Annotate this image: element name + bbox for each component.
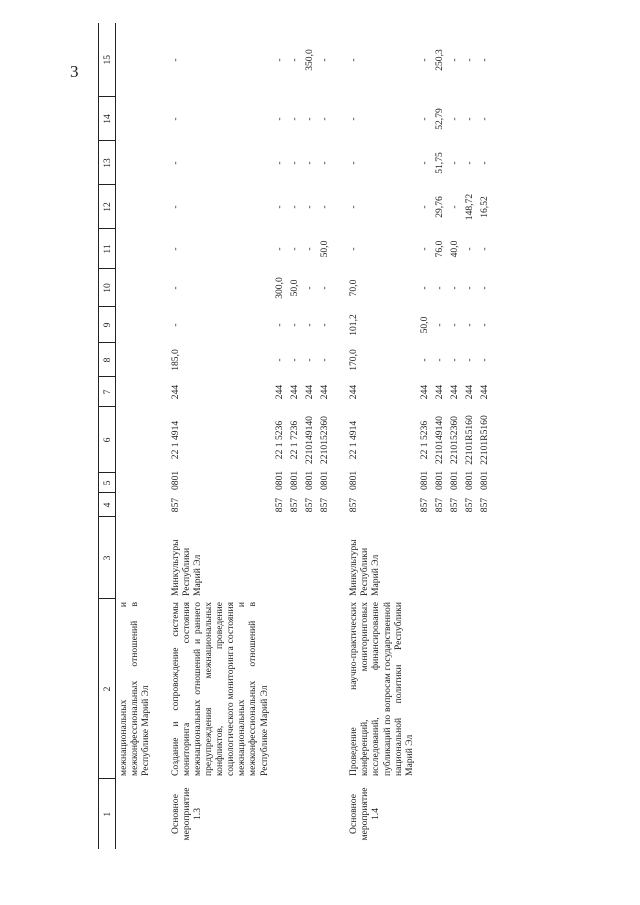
table-cell-3 bbox=[477, 517, 492, 599]
header-row bbox=[99, 23, 116, 849]
table-cell-3 bbox=[272, 517, 287, 599]
table-cell-9: - bbox=[169, 323, 181, 327]
table-cell-8: 185,0 bbox=[169, 349, 181, 371]
table-cell-13: - bbox=[479, 161, 491, 165]
table-cell-5: 0801 bbox=[418, 470, 430, 490]
header-cell: 4 bbox=[99, 493, 116, 517]
table-cell-3 bbox=[317, 517, 332, 599]
table-cell-4: 857 bbox=[449, 497, 461, 513]
table-row bbox=[477, 23, 492, 849]
header-cell: 7 bbox=[99, 377, 116, 407]
table-cell-14: - bbox=[449, 117, 461, 121]
header-cell: 1 bbox=[99, 779, 116, 849]
table-cell-14: - bbox=[464, 117, 476, 121]
table-row bbox=[154, 23, 272, 849]
table-cell-1 bbox=[317, 779, 332, 849]
table-cell-9: - bbox=[479, 323, 491, 327]
table-cell-8: - bbox=[479, 358, 491, 362]
table-cell-13: - bbox=[464, 161, 476, 165]
table-cell-15: 350,0 bbox=[303, 49, 315, 71]
table-row bbox=[462, 23, 477, 849]
table-row bbox=[116, 23, 154, 849]
table-cell-12: - bbox=[169, 205, 181, 209]
header-cell: 14 bbox=[99, 97, 116, 141]
table-cell-6: 22 1 4914 bbox=[169, 420, 181, 460]
table-cell-14: - bbox=[303, 117, 315, 121]
table-cell-2 bbox=[287, 599, 302, 779]
table-cell-8: - bbox=[288, 358, 300, 362]
table-cell-6: 22101R5160 bbox=[464, 415, 476, 465]
table-cell-11: - bbox=[273, 247, 285, 251]
table-cell-4: 857 bbox=[169, 497, 181, 513]
table-cell-6: 2210152360 bbox=[319, 416, 330, 464]
table-cell-9: - bbox=[449, 323, 461, 327]
header-cell: 6 bbox=[99, 407, 116, 473]
table-cell-9: 101,2 bbox=[348, 314, 360, 336]
table-cell-8: - bbox=[319, 358, 330, 362]
table-row bbox=[302, 23, 317, 849]
table-cell-10: - bbox=[319, 286, 330, 290]
table-cell-6: 2210149140 bbox=[303, 416, 315, 464]
table-cell-12 bbox=[116, 185, 154, 229]
table-cell-4: 857 bbox=[319, 497, 330, 513]
table-cell-1 bbox=[417, 779, 432, 849]
table-cell-12: - bbox=[449, 205, 461, 209]
header-cell: 13 bbox=[99, 141, 116, 185]
table-cell-2: Создание и сопровождение системы мониторинга состояния межнациональных отношений и раннего предупреждения межнациональных конфликтов, проведение социологического мониторинга состояния межнациональных и межконфессиональных отношений в Республике Марий Эл bbox=[169, 602, 270, 776]
table-cell-3 bbox=[287, 517, 302, 599]
table-cell-15: 250,3 bbox=[434, 49, 445, 71]
table-cell-15: - bbox=[479, 58, 491, 62]
table-cell-5: 0801 bbox=[449, 470, 461, 490]
table-row bbox=[272, 23, 287, 849]
table-cell-2 bbox=[447, 599, 462, 779]
table-cell-1 bbox=[302, 779, 317, 849]
table-cell-1 bbox=[462, 779, 477, 849]
header-cell: 15 bbox=[99, 23, 116, 97]
table-cell-1: Основное мероприятие 1.4 bbox=[348, 787, 382, 841]
table-cell-7: 244 bbox=[169, 384, 181, 400]
table-cell-14: - bbox=[348, 117, 360, 121]
table-cell-2 bbox=[462, 599, 477, 779]
table-cell-6: 22 1 4914 bbox=[348, 420, 360, 460]
table-cell-2 bbox=[317, 599, 332, 779]
table-cell-7: 244 bbox=[273, 384, 285, 400]
table-cell-14: - bbox=[273, 117, 285, 121]
table-cell-6: 22101R5160 bbox=[479, 415, 491, 465]
table-cell-15: - bbox=[449, 58, 461, 62]
table-cell-1 bbox=[272, 779, 287, 849]
table-cell-4: 857 bbox=[348, 497, 360, 513]
table-cell-1 bbox=[477, 779, 492, 849]
table-cell-1 bbox=[116, 779, 154, 849]
table-cell-10: - bbox=[169, 286, 181, 290]
table-cell-11 bbox=[116, 229, 154, 269]
table-cell-7: 244 bbox=[319, 384, 330, 400]
header-cell: 12 bbox=[99, 185, 116, 229]
table-cell-12: - bbox=[418, 205, 430, 209]
table-cell-15: - bbox=[348, 58, 360, 62]
table-cell-6: 2210149140 bbox=[434, 416, 445, 464]
table-cell-11: - bbox=[479, 247, 491, 251]
table-cell-8: - bbox=[449, 358, 461, 362]
table-cell-4: 857 bbox=[288, 497, 300, 513]
table-cell-13: - bbox=[303, 161, 315, 165]
table-cell-2 bbox=[417, 599, 432, 779]
table-cell-4: 857 bbox=[273, 497, 285, 513]
table-cell-5: 0801 bbox=[303, 470, 315, 490]
table-cell-12: - bbox=[319, 205, 330, 209]
table-cell-7: 244 bbox=[418, 384, 430, 400]
table-cell-3: Минкультуры Республики Марий Эл bbox=[169, 539, 203, 596]
table-cell-12: - bbox=[348, 205, 360, 209]
table-cell-14: - bbox=[169, 117, 181, 121]
table-cell-11: - bbox=[288, 247, 300, 251]
table-cell-10: 70,0 bbox=[348, 279, 360, 297]
table-cell-2 bbox=[302, 599, 317, 779]
table-cell-13: - bbox=[319, 161, 330, 165]
table-cell-7: 244 bbox=[464, 384, 476, 400]
table-cell-9: - bbox=[303, 323, 315, 327]
table-cell-1 bbox=[447, 779, 462, 849]
table-cell-9: - bbox=[273, 323, 285, 327]
table-body bbox=[116, 23, 493, 849]
table-cell-4 bbox=[116, 493, 154, 517]
table-cell-14: - bbox=[479, 117, 491, 121]
table-cell-12: - bbox=[288, 205, 300, 209]
header-cell: 3 bbox=[99, 517, 116, 599]
table-cell-15: - bbox=[169, 58, 181, 62]
table-cell-11: - bbox=[464, 247, 476, 251]
table-cell-7: 244 bbox=[303, 384, 315, 400]
table-cell-3 bbox=[462, 517, 477, 599]
table-cell-15 bbox=[116, 23, 154, 97]
table-cell-6: 2210152360 bbox=[449, 416, 461, 464]
table-cell-1 bbox=[287, 779, 302, 849]
header-cell: 5 bbox=[99, 473, 116, 493]
program-table bbox=[98, 23, 493, 849]
table-cell-7 bbox=[116, 377, 154, 407]
table-cell-13: - bbox=[449, 161, 461, 165]
table-cell-14 bbox=[116, 97, 154, 141]
table-cell-5: 0801 bbox=[288, 470, 300, 490]
table-cell-2 bbox=[477, 599, 492, 779]
table-cell-9: - bbox=[319, 323, 330, 327]
table-cell-12: - bbox=[303, 205, 315, 209]
table-cell-3 bbox=[116, 517, 154, 599]
table-row bbox=[287, 23, 302, 849]
table-cell-1: Основное мероприятие 1.3 bbox=[169, 787, 203, 841]
table-cell-8: - bbox=[273, 358, 285, 362]
table-cell-13: - bbox=[288, 161, 300, 165]
table-row bbox=[417, 23, 432, 849]
table-cell-10: 300,0 bbox=[273, 277, 285, 299]
table-cell-3 bbox=[447, 517, 462, 599]
table-cell-7: 244 bbox=[449, 384, 461, 400]
table-cell-2 bbox=[432, 599, 447, 779]
table-row bbox=[317, 23, 332, 849]
table-cell-10 bbox=[116, 269, 154, 307]
table-row bbox=[447, 23, 462, 849]
table-cell-5: 0801 bbox=[169, 470, 181, 490]
table-cell-10: - bbox=[464, 286, 476, 290]
page-number: 3 bbox=[70, 62, 79, 81]
table-cell-11: 40,0 bbox=[449, 240, 461, 258]
table-cell-9 bbox=[116, 307, 154, 343]
table-cell-12: 29,76 bbox=[434, 196, 445, 218]
header-cell: 2 bbox=[99, 599, 116, 779]
table-cell-10: - bbox=[303, 286, 315, 290]
table-cell-3 bbox=[432, 517, 447, 599]
table-cell-3 bbox=[302, 517, 317, 599]
table-cell-4: 857 bbox=[464, 497, 476, 513]
table-cell-5 bbox=[116, 473, 154, 493]
table-cell-14: - bbox=[319, 117, 330, 121]
table-cell-12: - bbox=[273, 205, 285, 209]
table-cell-7: 244 bbox=[479, 384, 491, 400]
table-cell-7: 244 bbox=[434, 384, 445, 400]
table-cell-5: 0801 bbox=[273, 470, 285, 490]
table-cell-11: 76,0 bbox=[434, 240, 445, 258]
table-cell-2: межнациональных и межконфессиональных отношений в Республике Марий Эл bbox=[118, 602, 152, 776]
table-cell-12: 148,72 bbox=[464, 193, 476, 221]
table-cell-8 bbox=[116, 343, 154, 377]
table-cell-13: - bbox=[348, 161, 360, 165]
table-cell-11: - bbox=[169, 247, 181, 251]
table-cell-10: 50,0 bbox=[288, 279, 300, 297]
table-cell-15: - bbox=[418, 58, 430, 62]
table-cell-14: - bbox=[288, 117, 300, 121]
table-cell-15: - bbox=[273, 58, 285, 62]
table-cell-5: 0801 bbox=[348, 470, 360, 490]
table-cell-8: 170,0 bbox=[348, 349, 360, 371]
table-cell-4: 857 bbox=[418, 497, 430, 513]
table-cell-13: - bbox=[418, 161, 430, 165]
table-cell-9: - bbox=[464, 323, 476, 327]
table-cell-13 bbox=[116, 141, 154, 185]
table-cell-14: - bbox=[418, 117, 430, 121]
table-cell-8: - bbox=[303, 358, 315, 362]
table-cell-8: - bbox=[434, 358, 445, 362]
table-cell-13: 51,75 bbox=[434, 152, 445, 174]
table-cell-2 bbox=[272, 599, 287, 779]
table-row bbox=[432, 23, 447, 849]
table-cell-6: 22 1 5236 bbox=[418, 420, 430, 460]
table-cell-7: 244 bbox=[288, 384, 300, 400]
table-cell-6 bbox=[116, 407, 154, 473]
table-cell-2: Проведение научно-практических конференций, мониторинговых исследований, финансирование публикаций по вопросам государственной национальной политики Республики Марий Эл bbox=[348, 602, 415, 776]
table-cell-12: 16,52 bbox=[479, 196, 491, 218]
header-cell: 10 bbox=[99, 269, 116, 307]
table-cell-4: 857 bbox=[434, 497, 445, 513]
table-cell-5: 0801 bbox=[434, 470, 445, 490]
table-cell-13: - bbox=[169, 161, 181, 165]
table-cell-4: 857 bbox=[303, 497, 315, 513]
table-cell-13: - bbox=[273, 161, 285, 165]
table-cell-15: - bbox=[319, 58, 330, 62]
table-cell-8: - bbox=[418, 358, 430, 362]
header-cell: 11 bbox=[99, 229, 116, 269]
table-cell-15: - bbox=[464, 58, 476, 62]
table-cell-9: - bbox=[434, 323, 445, 327]
table-cell-5: 0801 bbox=[464, 470, 476, 490]
table-cell-10: - bbox=[479, 286, 491, 290]
table-cell-6: 22 1 5236 bbox=[273, 420, 285, 460]
table-cell-9: - bbox=[288, 323, 300, 327]
table-cell-5: 0801 bbox=[319, 470, 330, 490]
table-cell-3: Минкультуры Республики Марий Эл bbox=[348, 539, 382, 596]
table-cell-1 bbox=[432, 779, 447, 849]
table-cell-15: - bbox=[288, 58, 300, 62]
table-row bbox=[332, 23, 417, 849]
table-cell-10: - bbox=[434, 286, 445, 290]
table-cell-11: - bbox=[303, 247, 315, 251]
table-cell-6: 22 1 7236 bbox=[288, 420, 300, 460]
table-cell-3 bbox=[417, 517, 432, 599]
table-cell-4: 857 bbox=[479, 497, 491, 513]
table-cell-11: - bbox=[418, 247, 430, 251]
table-cell-8: - bbox=[464, 358, 476, 362]
table-cell-11: 50,0 bbox=[319, 240, 330, 258]
table-cell-11: - bbox=[348, 247, 360, 251]
header-cell: 8 bbox=[99, 343, 116, 377]
table-cell-10: - bbox=[418, 286, 430, 290]
table-cell-14: 52,79 bbox=[434, 108, 445, 130]
table-cell-7: 244 bbox=[348, 384, 360, 400]
table-cell-9: 50,0 bbox=[418, 316, 430, 334]
table-cell-10: - bbox=[449, 286, 461, 290]
table-cell-5: 0801 bbox=[479, 470, 491, 490]
header-cell: 9 bbox=[99, 307, 116, 343]
